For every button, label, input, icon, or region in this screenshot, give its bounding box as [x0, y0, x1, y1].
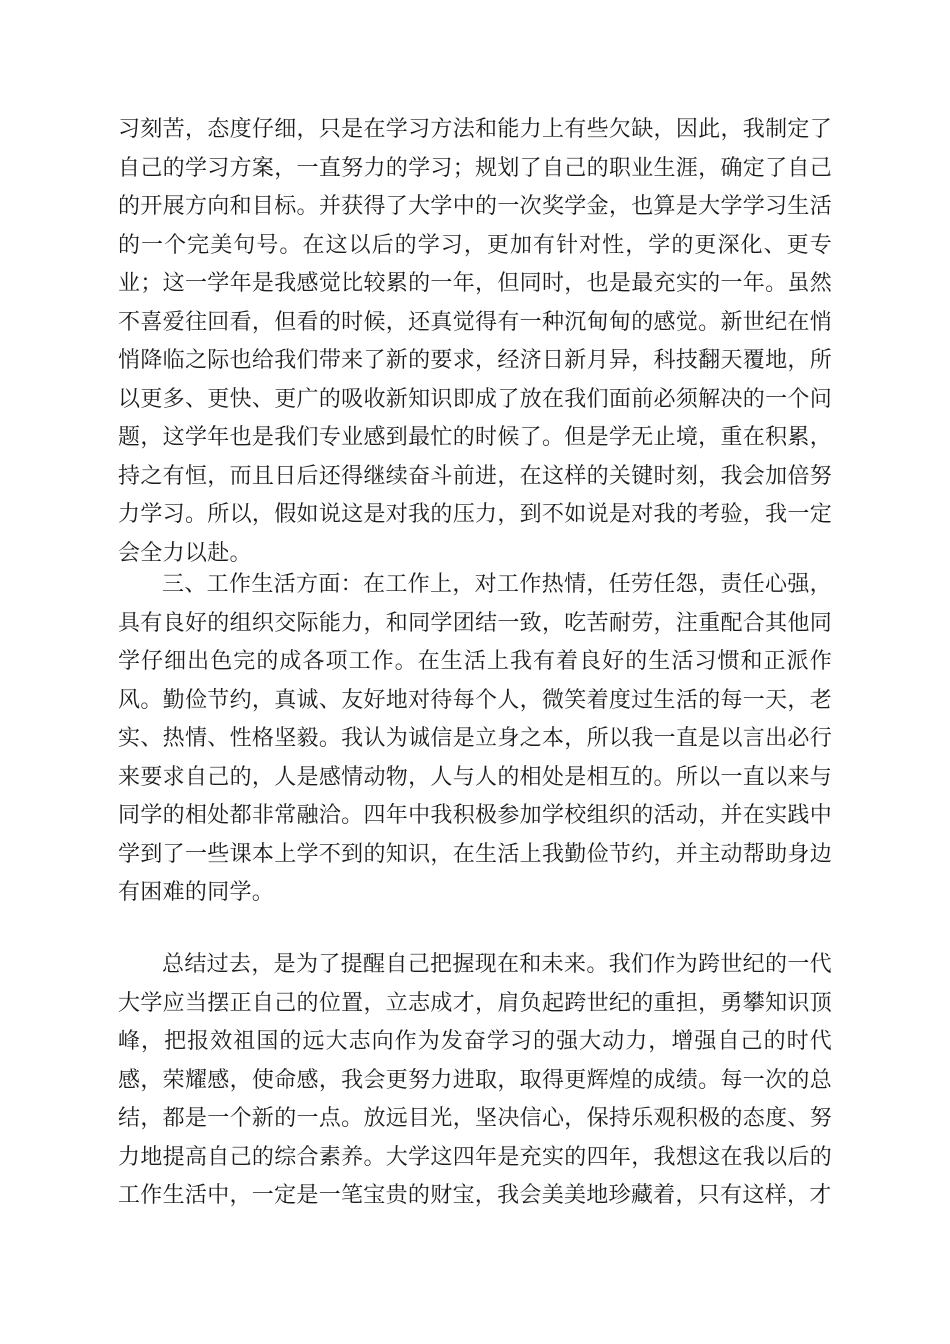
paragraph-work-life: 三、工作生活方面：在工作上，对工作热情，任劳任怨，责任心强，具有良好的组织交际能力，和同学团结一致，吃苦耐劳，注重配合其他同学仔细出色完的成各项工作。在生活上我有着良好的生活习惯和正派作风。勤俭节约，真诚、友好地对待每个人，微笑着度过生活的每一天，老实、热情、性格坚毅。我认为诚信是立身之本，所以我一直是以言出必行来要求自己的，人是感情动物，人与人的相处是相互的。所以一直以来与同学的相处都非常融洽。四年中我积极参加学校组织的活动，并在实践中学到了一些课本上学不到的知识，在生活上我勤俭节约，并主动帮助身边有困难的同学。 [118, 572, 832, 905]
paragraph-summary: 总结过去，是为了提醒自己把握现在和未来。我们作为跨世纪的一代大学应当摆正自己的位置，立志成才，肩负起跨世纪的重担，勇攀知识顶峰，把报效祖国的远大志向作为发奋学习的强大动力，增强自己的时代感，荣耀感，使命感，我会更努力进取，取得更辉煌的成绩。每一次的总结，都是一个新的一点。放远目光，坚决信心，保持乐观积极的态度、努力地提高自己的综合素养。大学这四年是充实的四年，我想这在我以后的工作生活中，一定是一笔宝贵的财宝，我会美美地珍藏着，只有这样，才 [118, 952, 832, 1208]
paragraph-study-continuation: 习刻苦，态度仔细，只是在学习方法和能力上有些欠缺，因此，我制定了自己的学习方案，一直努力的学习；规划了自己的职业生涯，确定了自己的开展方向和目标。并获得了大学中的一次奖学金，也算是大学学习生活的一个完美句号。在这以后的学习，更加有针对性，学的更深化、更专业；这一学年是我感觉比较累的一年，但同时，也是最充实的一年。虽然不喜爱往回看，但看的时候，还真觉得有一种沉甸甸的感觉。新世纪在悄悄降临之际也给我们带来了新的要求，经济日新月异，科技翻天覆地，所以更多、更快、更广的吸收新知识即成了放在我们面前必须解决的一个问题，这学年也是我们专业感到最忙的时候了。但是学无止境，重在积累，持之有恒，而且日后还得继续奋斗前进，在这样的关键时刻，我会加倍努力学习。所以，假如说这是对我的压力，到不如说是对我的考验，我一定会全力以赴。 [118, 117, 832, 566]
